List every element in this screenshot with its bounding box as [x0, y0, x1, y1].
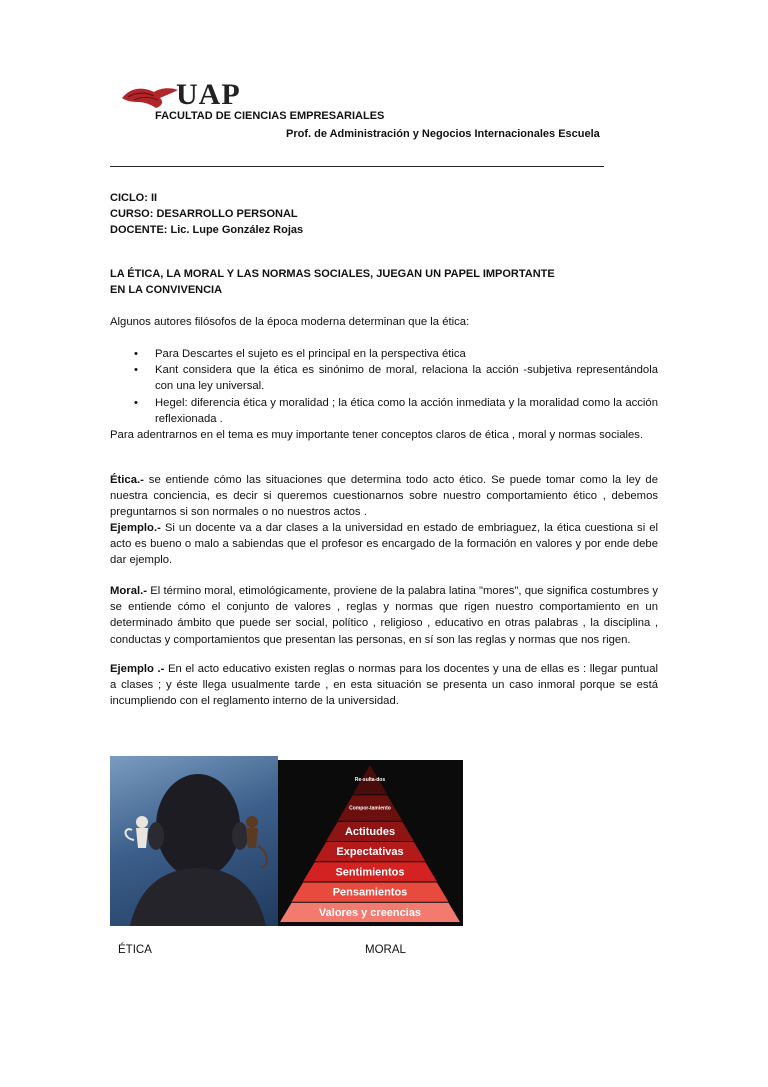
bullet-icon: • [134, 348, 138, 360]
values-pyramid-chart [278, 760, 463, 926]
head-with-devil-angel-icon [110, 756, 278, 926]
example1-term: Ejemplo.- [110, 522, 161, 534]
list-item: • Kant considera que la ética es sinónimo de moral, relaciona la acción -subjetiva representándola con una ley universal. [134, 364, 658, 393]
program-line: Prof. de Administración y Negocios Internacionales Escuela [286, 128, 600, 140]
moral-definition: El término moral, etimológicamente, proviene de la palabra latina "mores", que significa costumbres y se entiende cómo el conjunto de valores , reglas y normas que rigen nuestro comportamiento en un determinado ámbito que puede ser social, político , religioso , educativo en otras palabras , la disciplina , conductas y comportamientos que presentan las personas, en sí son las reglas y normas que nos rigen. [110, 585, 658, 646]
pyramid-level-label: Sentimientos [335, 866, 405, 879]
pyramid-level-label: Valores y creencias [318, 906, 422, 919]
pyramid-level-label: Re-sulta-dos [354, 777, 386, 784]
etica-definition: se entiende cómo las situaciones que determina todo acto ético. Se puede tomar como la ley de nuestra conciencia, es decir si queremos cuestionarnos sobre nuestro comportamiento ético , debemos preguntarnos si son normales o no nuestros actos . [110, 474, 658, 519]
authors-list [110, 346, 658, 427]
title-line-1: LA ÉTICA, LA MORAL Y LAS NORMAS SOCIALES, JUEGAN UN PAPEL IMPORTANTE [110, 268, 555, 280]
intro-paragraph: Algunos autores filósofos de la época moderna determinan que la ética: [110, 316, 470, 328]
faculty-name: FACULTAD DE CIENCIAS EMPRESARIALES [155, 110, 385, 122]
course-line: CURSO: DESARROLLO PERSONAL [110, 208, 298, 220]
moral-pyramid [278, 760, 463, 926]
example1-paragraph [110, 520, 658, 569]
cycle-line: CICLO: II [110, 192, 158, 204]
logo-wordmark: UAP [176, 78, 241, 111]
moral-term: Moral.- [110, 585, 148, 597]
etica-illustration [110, 756, 278, 926]
list-item: • Hegel: diferencia ética y moralidad ; la ética como la acción inmediata y la moralidad como la acción reflexionada . [134, 396, 658, 425]
etica-term: Ética.- [110, 474, 144, 486]
pyramid-level-label: Pensamientos [332, 886, 408, 899]
document-title [110, 266, 670, 298]
bullet-icon: • [134, 396, 138, 409]
bullet-icon: • [134, 364, 138, 377]
example2-term: Ejemplo .- [110, 663, 165, 675]
example2-paragraph [110, 661, 658, 710]
eagle-logo-icon [120, 84, 180, 110]
example2-text: En el acto educativo existen reglas o normas para los docentes y una de ellas es : llegar puntual a clases ; y éste llega usualmente tarde , en esta situación se presenta un caso inmoral porque se está incumpliendo con el reglamento interno de la universidad. [110, 663, 659, 708]
caption-etica: ÉTICA [118, 944, 152, 956]
pyramid-level-label: Compor-tamiento [349, 805, 391, 812]
teacher-line: DOCENTE: Lic. Lupe González Rojas [110, 224, 304, 236]
example1-text: Si un docente va a dar clases a la universidad en estado de embriaguez, la ética cuestiona si el acto es bueno o malo a sabiendas que el profesor es encargado de la formación en valores y por ende debe dar ejemplo. [110, 522, 658, 567]
bridge-paragraph: Para adentrarnos en el tema es muy importante tener conceptos claros de ética , moral y normas sociales. [110, 429, 644, 441]
caption-moral: MORAL [365, 944, 406, 956]
header-divider [110, 166, 604, 167]
pyramid-level-label: Actitudes [344, 825, 396, 838]
course-info [110, 190, 303, 238]
list-item: • Para Descartes el sujeto es el principal en la perspectiva ética [110, 346, 658, 362]
title-line-2: EN LA CONVIVENCIA [110, 284, 223, 296]
etica-paragraph [110, 472, 658, 521]
pyramid-level-label: Expectativas [336, 846, 404, 859]
moral-paragraph [110, 583, 658, 648]
